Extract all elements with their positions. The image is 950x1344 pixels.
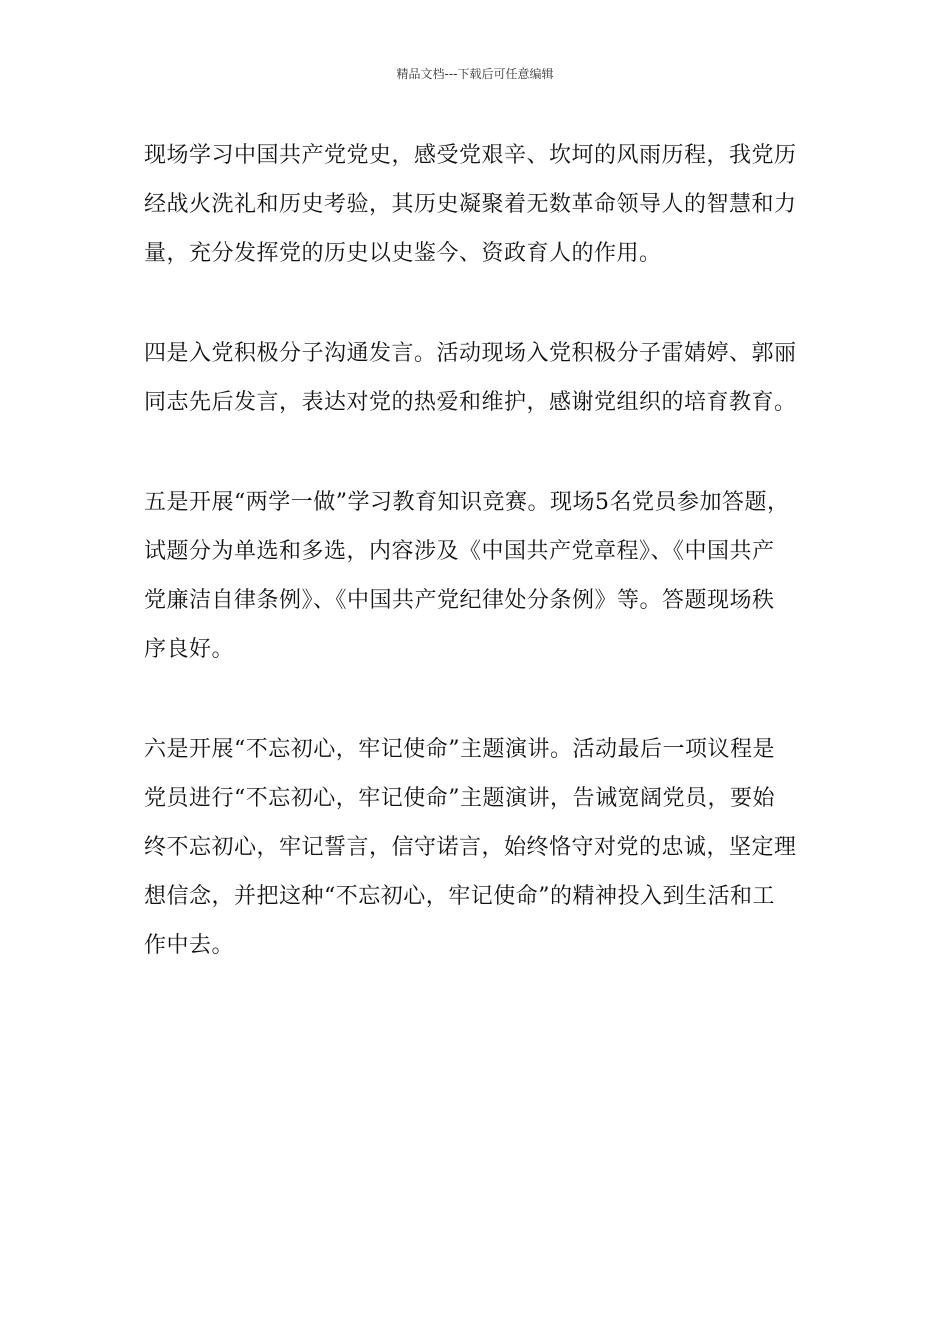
document-body: [144, 131, 844, 1021]
paragraph-2: [144, 329, 844, 427]
paragraph-line: 终不忘初心，牢记誓言，信守诺言，始终恪守对党的忠诚，坚定理: [144, 835, 797, 860]
paragraph-line: 量，充分发挥党的历史以史鉴今、资政育人的作用。: [144, 241, 662, 266]
paragraph-line: 试题分为单选和多选，内容涉及《中国共产党章程》、《中国共产: [144, 539, 775, 564]
paragraph-line: 序良好。: [144, 637, 235, 662]
page-header: 精品文档---下载后可任意编辑: [396, 67, 554, 81]
paragraph-1: [144, 131, 844, 278]
paragraph-line: 同志先后发言，表达对党的热爱和维护，感谢党组织的培育教育。: [144, 390, 797, 415]
paragraph-4: [144, 725, 844, 970]
paragraph-line: 六是开展“不忘初心，牢记使命”主题演讲。活动最后一项议程是: [144, 737, 775, 762]
paragraph-line: 四是入党积极分子沟通发言。活动现场入党积极分子雷婧婷、郭丽: [144, 341, 797, 366]
paragraph-line: 党廉洁自律条例》、《中国共产党纪律处分条例》等。答题现场秩: [144, 588, 775, 613]
paragraph-3: [144, 478, 844, 674]
paragraph-line: 党员进行“不忘初心，牢记使命”主题演讲，告诫宽阔党员，要始: [144, 786, 775, 811]
paragraph-line: 现场学习中国共产党党史，感受党艰辛、坎坷的风雨历程，我党历: [144, 143, 797, 168]
paragraph-line: 经战火洗礼和历史考验，其历史凝聚着无数革命领导人的智慧和力: [144, 192, 797, 217]
paragraph-line: 五是开展“两学一做”学习教育知识竞赛。现场5名党员参加答题，: [144, 490, 790, 515]
paragraph-line: 想信念，并把这种“不忘初心，牢记使命”的精神投入到生活和工: [144, 884, 775, 909]
paragraph-line: 作中去。: [144, 933, 235, 958]
